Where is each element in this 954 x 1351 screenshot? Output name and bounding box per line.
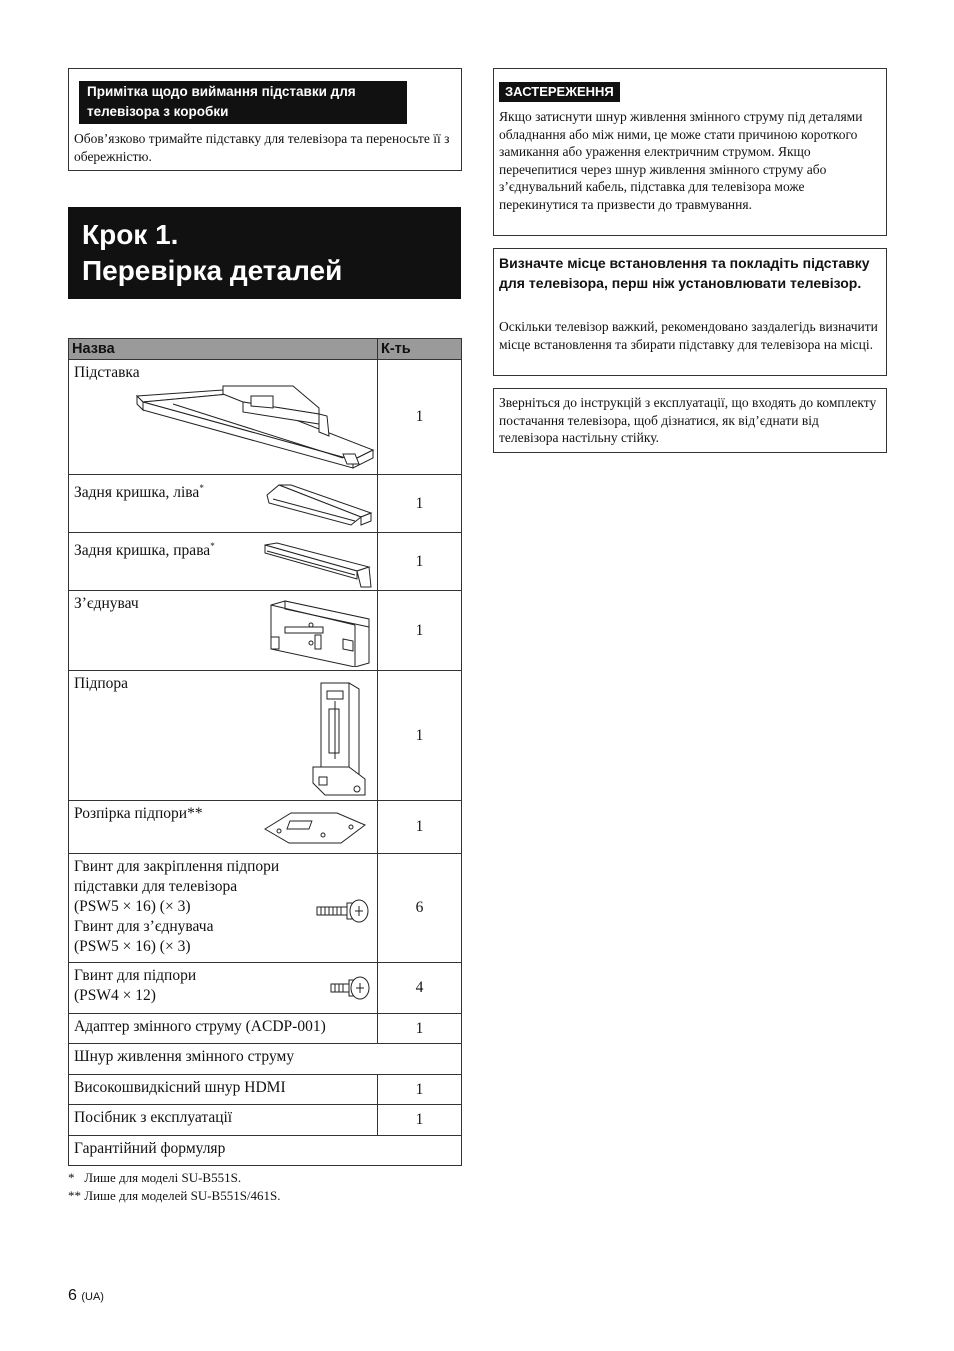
part-qty: 1	[378, 475, 462, 533]
step-title-line2: Перевірка деталей	[82, 255, 343, 286]
page-number	[68, 1287, 104, 1305]
part-qty: 6	[378, 854, 462, 963]
footnote-mark: *	[210, 541, 215, 551]
support-spacer-icon	[261, 807, 369, 847]
part-name-line: Гвинт для з’єднувача	[74, 918, 214, 935]
part-name-line: Гвинт для закріплення підпори	[74, 858, 280, 875]
page-number-value: 6	[68, 1287, 77, 1304]
rear-cover-left-icon	[265, 483, 375, 527]
part-name-line: (PSW5 × 16) (× 3)	[74, 938, 191, 955]
stand-icon	[133, 384, 375, 470]
table-row	[69, 854, 462, 963]
rear-cover-right-icon	[261, 541, 375, 589]
part-name: З’єднувач	[74, 595, 139, 612]
note-box-title: Примітка щодо виймання підставки для телевізора з коробки	[79, 81, 407, 124]
caution-box	[493, 68, 887, 236]
refer-text: Зверніться до інструкцій з експлуатації, що входять до комплекту постачання телевізора, щоб дізнатися, як від’єднати від телевізора настільну стійку.	[499, 395, 877, 446]
part-name: Розпірка підпори**	[74, 805, 203, 822]
part-name-line: (PSW4 × 12)	[74, 987, 156, 1004]
page-number-suffix: (UA)	[81, 1291, 104, 1303]
table-row	[69, 475, 462, 533]
part-name: Підставка	[74, 364, 140, 381]
column-header-name: Назва	[69, 339, 378, 360]
table-row	[69, 1136, 462, 1166]
column-header-qty: К-ть	[378, 339, 462, 360]
support-icon	[305, 679, 375, 799]
part-qty: 1	[378, 591, 462, 671]
note-box	[68, 68, 462, 171]
part-qty: 1	[378, 360, 462, 475]
table-row	[69, 1075, 462, 1105]
table-row	[69, 1044, 462, 1075]
table-header	[69, 339, 462, 360]
caution-text: Якщо затиснути шнур живлення змінного струму під деталями обладнання або між ними, це може стати причиною короткого замикання або ураження електричним струмом. Якщо перечепитися через шнур живлення змінного струму або з’єднувальний кабель, підставка для телевізора може перекинутися та призвести до травмування.	[499, 109, 863, 212]
refer-box	[493, 388, 887, 453]
part-qty: 1	[378, 1014, 462, 1044]
table-row	[69, 533, 462, 591]
part-qty: 4	[378, 963, 462, 1014]
part-name: Посібник з експлуатації	[69, 1105, 378, 1136]
part-name-line: Гвинт для підпори	[74, 967, 197, 984]
part-qty: 1	[378, 1075, 462, 1105]
part-name-line: підставки для телевізора	[74, 878, 238, 895]
placement-box	[493, 248, 887, 376]
part-qty: 1	[378, 533, 462, 591]
part-name: Адаптер змінного струму (ACDP-001)	[69, 1014, 378, 1044]
table-row	[69, 671, 462, 801]
part-name: Задня кришка, ліва	[74, 484, 200, 502]
part-name: Задня кришка, права	[74, 542, 211, 560]
step-heading	[68, 207, 461, 299]
table-row	[69, 1014, 462, 1044]
parts-table	[68, 338, 462, 1166]
part-name: Гарантійний формуляр	[69, 1136, 462, 1166]
screw-psw5-icon	[315, 898, 371, 924]
table-row	[69, 1105, 462, 1136]
part-qty: 1	[378, 801, 462, 854]
footnote-2: ** Лише для моделей SU-B551S/461S.	[68, 1188, 281, 1203]
connector-icon	[265, 599, 373, 667]
part-name: Шнур живлення змінного струму	[69, 1044, 462, 1075]
placement-title: Визначте місце встановлення та покладіть підставку для телевізора, перш ніж установлювати телевізор.	[499, 255, 870, 291]
placement-text: Оскільки телевізор важкий, рекомендовано заздалегідь визначити місце встановлення та збирати підставку для телевізора на місці.	[499, 319, 878, 352]
table-row	[69, 963, 462, 1014]
part-name: Високошвидкісний шнур HDMI	[69, 1075, 378, 1105]
table-row	[69, 801, 462, 854]
part-name: Підпора	[74, 675, 129, 692]
part-qty: 1	[378, 671, 462, 801]
part-name-line: (PSW5 × 16) (× 3)	[74, 898, 191, 915]
footnote-mark: *	[199, 483, 204, 493]
caution-label: ЗАСТЕРЕЖЕННЯ	[499, 82, 620, 102]
note-box-text: Обов’язково тримайте підставку для телевізора та переносьте її з обережністю.	[74, 131, 450, 164]
table-row	[69, 360, 462, 475]
screw-psw4-icon	[329, 975, 371, 1001]
footnote-1: * Лише для моделі SU-B551S.	[68, 1170, 242, 1185]
part-qty: 1	[378, 1105, 462, 1136]
step-title-line1: Крок 1.	[82, 219, 179, 250]
table-row	[69, 591, 462, 671]
